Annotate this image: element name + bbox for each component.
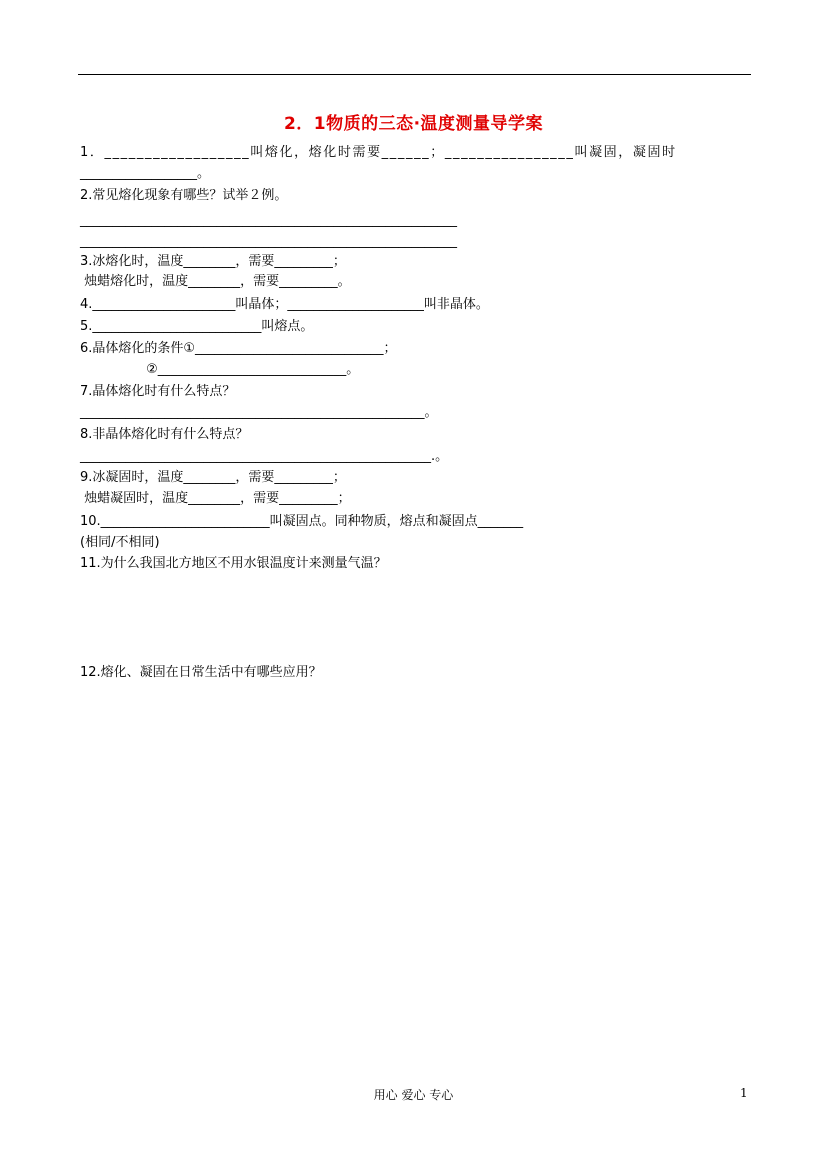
question-9-line-2: 烛蜡凝固时，温度________，需要_________； [80,491,351,506]
question-3-line-2: 烛蜡熔化时，温度________，需要_________。 [80,274,351,289]
question-7: 7.晶体熔化时有什么特点？ [80,384,236,399]
answer-line-2b: __________________________________________________________ [80,234,457,249]
page-title: 2．1物质的三态·温度测量导学案 [283,114,544,134]
question-6-line-2: ②_____________________________。 [80,362,360,377]
answer-line-7: _____________________________________________________。 [80,405,438,420]
question-5: 5.__________________________叫熔点。 [80,319,314,334]
question-1-line-2: __________________。 [80,166,211,181]
question-8: 8.非晶体熔化时有什么特点？ [80,427,249,442]
page-number: 1 [740,1086,748,1100]
footer-motto: 用心 爱心 专心 [373,1088,454,1102]
question-10: 10.__________________________叫凝固点。同种物质，熔点和凝固点_______ [80,514,524,529]
question-6-line-1: 6.晶体熔化的条件①_____________________________； [80,341,397,356]
question-1-line-1: 1．__________________叫熔化，熔化时需要______；________________叫凝固，凝固时 [80,145,677,160]
question-9-line-1: 9.冰凝固时，温度________，需要_________； [80,470,346,485]
question-4: 4.______________________叫晶体；_____________________叫非晶体。 [80,297,489,312]
question-2: 2.常见熔化现象有哪些？试举２例。 [80,188,288,203]
question-3-line-1: 3.冰熔化时，温度________，需要_________； [80,254,346,269]
question-12: 12.熔化、凝固在日常生活中有哪些应用？ [80,665,322,680]
header-rule [78,74,751,75]
answer-line-8: ______________________________________________________.。 [80,449,449,464]
answer-line-2a: __________________________________________________________ [80,213,457,228]
question-11: 11.为什么我国北方地区不用水银温度计来测量气温？ [80,556,387,571]
question-10-options: (相同/不相同) [80,535,160,550]
